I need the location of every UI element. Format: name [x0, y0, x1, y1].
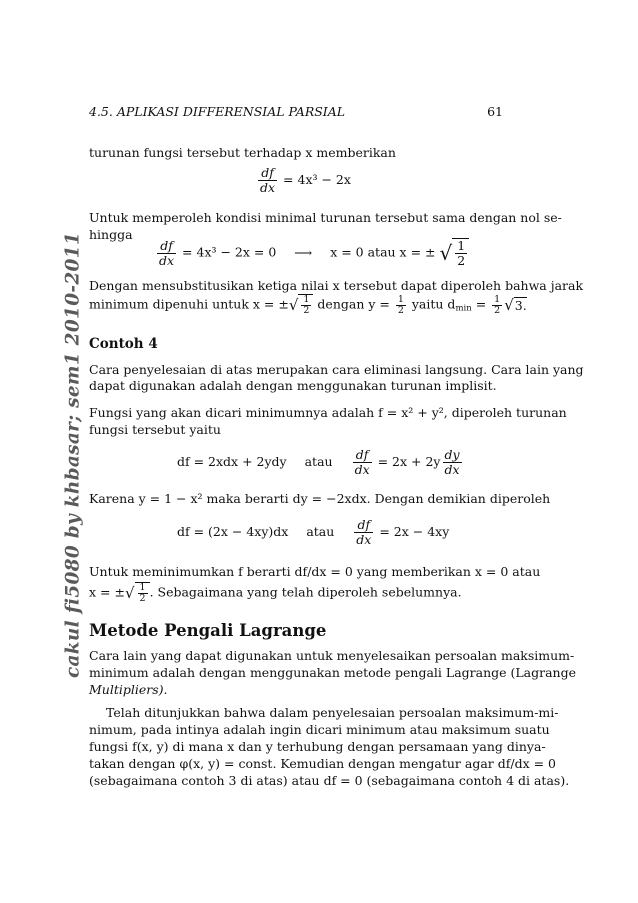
paragraph-line: minimum dipenuhi untuk x = ±√ $\frac{1}{2}$ dengan y = $\frac{1}{2}$ yaitu $d_{min}$ = $\frac{1}{2}$ √3.: [89, 293, 527, 316]
paragraph-line: Dengan mensubstitusikan ketiga nilai x tersebut dapat diperoleh bahwa jarak: [89, 278, 584, 293]
paragraph-line: nimum, pada intinya adalah ingin dicari minimum atau maksimum suatu: [89, 722, 550, 737]
frac-num: df: [157, 239, 176, 254]
watermark-text: cakul fi5080 by khbasar; sem1 2010-2011: [62, 231, 84, 679]
paragraph-line: takan dengan φ(x, y) = const. Kemudian dengan mengatur agar df/dx = 0: [89, 756, 557, 771]
paragraph-line: Fungsi yang akan dicari minimumnya adalah f = x² + y², diperoleh turunan: [89, 405, 567, 420]
equation-1: [256, 166, 351, 195]
paragraph-line: hingga: [89, 227, 133, 242]
eq-connector: atau: [306, 524, 335, 539]
equation-2: [155, 238, 469, 268]
eq-part: x = 0 atau x = ±: [330, 244, 436, 260]
eq-rhs: = 4x³ − 2x: [283, 172, 351, 187]
eq-part: = 2x − 4xy: [379, 524, 450, 539]
paragraph-line: minimum adalah dengan menggunakan metode pengali Lagrange (Lagrange: [89, 665, 577, 680]
paragraph-line: Multipliers).: [89, 682, 168, 697]
equation-4: df = (2x − 4xy)dx atau $\frac{df}{dx}$ = 2x − 4xy: [177, 517, 450, 547]
example-heading: Contoh 4: [89, 336, 158, 352]
equation-3: df = 2xdx + 2ydy atau $\frac{df}{dx}$ = 2x + 2y $\frac{dy}{dx}$: [177, 447, 460, 477]
paragraph-line: Cara penyelesaian di atas merupakan cara eliminasi langsung. Cara lain yang: [89, 362, 584, 377]
eq-part: df = (2x − 4xy)dx: [177, 524, 289, 539]
frac-num: df: [258, 166, 277, 181]
watermark: [58, 231, 88, 679]
paragraph-line: Cara lain yang dapat digunakan untuk menyelesaikan persoalan maksimum-: [89, 648, 575, 663]
paragraph-line: dapat digunakan adalah dengan menggunakan turunan implisit.: [89, 378, 497, 393]
frac-den: dx: [159, 252, 175, 268]
paragraph-line: turunan fungsi tersebut terhadap x memberikan: [89, 145, 396, 160]
paragraph-line: fungsi tersebut yaitu: [89, 422, 221, 437]
eq-part: = 4x³ − 2x = 0: [182, 244, 277, 260]
paragraph-line: (sebagaimana contoh 3 di atas) atau df = 0 (sebagaimana contoh 4 di atas).: [89, 773, 570, 788]
arrow-icon: ⟶: [294, 244, 313, 260]
running-header: 4.5. APLIKASI DIFFERENSIAL PARSIAL: [89, 104, 346, 119]
paragraph-line: fungsi f(x, y) di mana x dan y terhubung dengan persamaan yang dinya-: [89, 739, 546, 754]
eq-part: = 2x + 2y: [377, 454, 441, 469]
frac-den: dx: [260, 180, 276, 195]
section-title: Metode Pengali Lagrange: [89, 621, 327, 640]
page-number: 61: [487, 104, 503, 119]
sqrt: √ $\frac{1}{2}$: [439, 238, 469, 268]
paragraph-line: x = ±√ $\frac{1}{2}$ . Sebagaimana yang telah diperoleh sebelumnya.: [89, 582, 462, 604]
eq-connector: atau: [304, 454, 333, 469]
paragraph-line: Telah ditunjukkan bahwa dalam penyelesaian persoalan maksimum-mi-: [106, 705, 559, 720]
paragraph-line: Untuk memperoleh kondisi minimal turunan tersebut sama dengan nol se-: [89, 210, 562, 225]
paragraph-line: Karena y = 1 − x² maka berarti dy = −2xdx. Dengan demikian diperoleh: [89, 491, 551, 506]
eq-part: df = 2xdx + 2ydy: [177, 454, 287, 469]
paragraph-line: Untuk meminimumkan f berarti df/dx = 0 yang memberikan x = 0 atau: [89, 564, 541, 579]
